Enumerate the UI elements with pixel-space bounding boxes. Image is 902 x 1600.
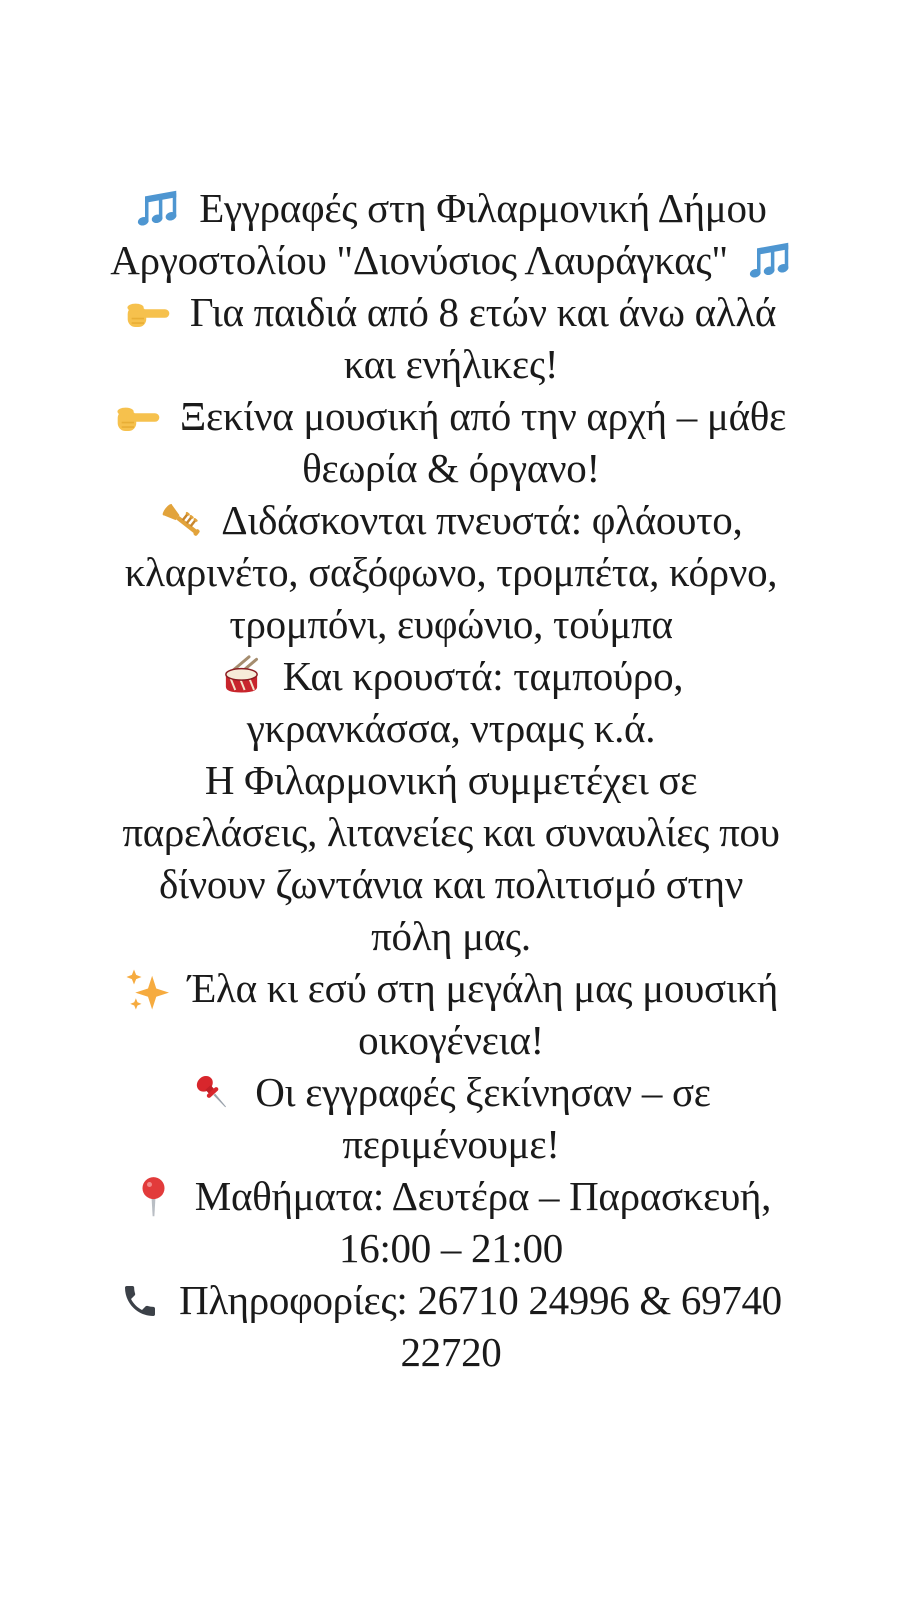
schedule-hours: 16:00 – 21:00 (339, 1225, 563, 1271)
schedule-line-2 (0, 1222, 902, 1274)
sparkles-icon (124, 967, 169, 1012)
contact-text-1: Πληροφορίες: 26710 24996 & 69740 (179, 1277, 782, 1323)
start-music-line-2 (0, 442, 902, 494)
contact-text-2: 22720 (400, 1329, 502, 1375)
drum-icon (219, 655, 264, 700)
participation-text-3: δίνουν ζωντάνια και πολιτισμό στην (158, 861, 744, 907)
audience-text-2: και ενήλικες! (343, 341, 559, 387)
winds-text-2: κλαρινέτο, σαξόφωνο, τρομπέτα, κόρνο, (124, 549, 778, 595)
registration-line-1 (0, 1066, 902, 1118)
winds-text-1: Διδάσκονται πνευστά: φλάουτο, (221, 497, 743, 543)
title-line-1 (0, 182, 902, 234)
registration-line-2 (0, 1118, 902, 1170)
start-music-line-1 (0, 390, 902, 442)
participation-text-1: Η Φιλαρμονική συμμετέχει σε (204, 757, 698, 803)
title-text-2: Αργοστολίου "Διονύσιος Λαυράγκας" (110, 237, 728, 283)
musical-notes-icon (135, 187, 180, 232)
participation-line-4 (0, 910, 902, 962)
audience-line-2 (0, 338, 902, 390)
title-text-1: Εγγραφές στη Φιλαρμονική Δήμου (199, 185, 767, 231)
invitation-text-1: Έλα κι εσύ στη μεγάλη μας μουσική (187, 965, 779, 1011)
trumpet-icon (160, 499, 205, 544)
participation-text-4: πόλη μας. (371, 913, 531, 959)
winds-text-3: τρομπόνι, ευφώνιο, τούμπα (229, 601, 673, 647)
winds-line-3 (0, 598, 902, 650)
pointing-right-icon (116, 395, 161, 440)
percussion-line-2 (0, 702, 902, 754)
schedule-text-1: Μαθήματα: Δευτέρα – Παρασκευή, (194, 1173, 772, 1219)
participation-text-2: παρελάσεις, λιτανείες και συναυλίες που (122, 809, 780, 855)
schedule-line-1 (0, 1170, 902, 1222)
participation-line-1 (0, 754, 902, 806)
audience-line-1 (0, 286, 902, 338)
winds-line-1 (0, 494, 902, 546)
telephone-receiver-icon (120, 1281, 160, 1321)
musical-notes-icon (747, 239, 792, 284)
registration-text-1: Οι εγγραφές ξεκίνησαν – σε (255, 1069, 711, 1115)
participation-line-2 (0, 806, 902, 858)
start-music-text-1: Ξεκίνα μουσική από την αρχή – μάθε (179, 393, 787, 439)
percussion-line-1 (0, 650, 902, 702)
round-pushpin-icon (131, 1175, 176, 1220)
title-line-2 (0, 234, 902, 286)
participation-line-3 (0, 858, 902, 910)
percussion-text-2: γκρανκάσσα, ντραμς κ.ά. (246, 705, 656, 751)
announcement-poster (0, 182, 902, 1378)
start-music-text-2: θεωρία & όργανο! (302, 445, 600, 491)
winds-line-2 (0, 546, 902, 598)
invitation-line-2 (0, 1014, 902, 1066)
contact-line-2 (0, 1326, 902, 1378)
invitation-line-1 (0, 962, 902, 1014)
percussion-text-1: Και κρουστά: ταμπούρο, (282, 653, 684, 699)
pointing-right-icon (126, 291, 171, 336)
contact-line-1 (0, 1274, 902, 1326)
registration-text-2: περιμένουμε! (342, 1121, 560, 1167)
audience-text-1: Για παιδιά από 8 ετών και άνω αλλά (189, 289, 777, 335)
invitation-text-2: οικογένεια! (358, 1017, 544, 1063)
pushpin-icon (191, 1071, 236, 1116)
